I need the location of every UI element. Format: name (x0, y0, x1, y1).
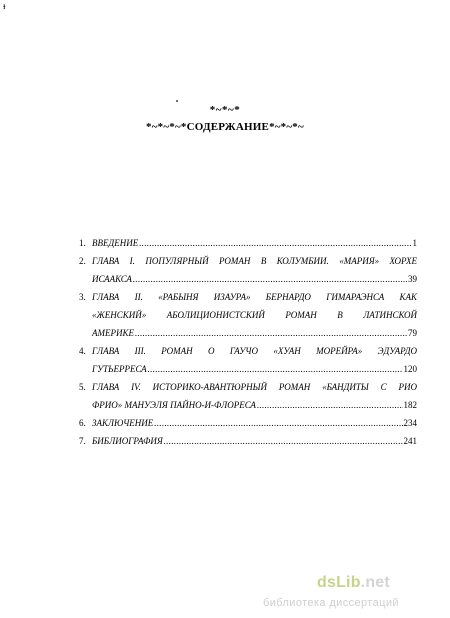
toc-entry-leader-line (92, 432, 417, 450)
toc-entry-page-number: 234 (403, 418, 417, 428)
dot-leader (154, 414, 402, 432)
watermark-logo (317, 574, 390, 592)
toc-entry-title: ИСААКСА (92, 274, 132, 284)
toc-entry (79, 432, 417, 450)
dot-leader (133, 270, 407, 288)
page-title: *~*~*~*СОДЕРЖАНИЕ*~*~*~ (146, 121, 304, 133)
toc-entry (79, 378, 417, 414)
toc-entry-number: 7. (79, 436, 86, 446)
toc-entry-body (92, 252, 417, 288)
toc-entry-leader-line (92, 360, 417, 378)
toc-entry-title: БИБЛИОГРАФИЯ (92, 436, 163, 446)
toc-entry-body (92, 234, 417, 252)
toc-entry-page-number: 182 (403, 400, 417, 410)
toc-entry-number: 3. (79, 292, 86, 302)
corner-mark: ᵻ (3, 1, 6, 11)
watermark-logo-text: dsLib.net (317, 574, 390, 591)
toc-entry-body (92, 342, 417, 378)
toc-entry (79, 414, 417, 432)
dot-leader (148, 360, 403, 378)
toc-entry-number: 4. (79, 346, 86, 356)
toc-entry-leader-line (92, 270, 417, 288)
toc-entry-title-line: ГЛАВА I. ПОПУЛЯРНЫЙ РОМАН В КОЛУМБИИ. «МАРИЯ» ХОРХЕ (92, 256, 417, 266)
toc-entry-page-number: 120 (403, 364, 417, 374)
toc-entry-title: ЗАКЛЮЧЕНИЕ (92, 418, 154, 428)
toc-entry-title: ФРИО» МАНУЭЛЯ ПАЙНО-И-ФЛОРЕСА (92, 400, 256, 410)
toc-entry-title-line: ГЛАВА II. «РАБЫНЯ ИЗАУРА» БЕРНАРДО ГИМАРАЭНСА КАК (92, 292, 417, 302)
toc-entry-body (92, 378, 417, 414)
toc-entry-page-number: 39 (408, 274, 417, 284)
heading-ornament: *~*~* (209, 104, 241, 116)
toc-entry-page-number: 79 (408, 328, 417, 338)
toc-entry (79, 342, 417, 378)
toc-entry-number: 1. (79, 238, 86, 248)
toc-entry-number: 2. (79, 256, 86, 266)
toc-entry-body (92, 288, 417, 342)
toc-entry-page-number: 241 (403, 436, 417, 446)
toc-entry-body (92, 414, 417, 432)
toc-entry-title: ВВЕДЕНИЕ (92, 238, 139, 248)
dot-leader (135, 324, 407, 342)
toc-entry-page-number: 1 (412, 238, 417, 248)
toc-entry-body (92, 432, 417, 450)
toc-entry-leader-line (92, 414, 417, 432)
watermark-subtitle: библиотека диссертаций (263, 597, 399, 609)
dot-leader (257, 396, 403, 414)
table-of-contents (79, 234, 417, 450)
toc-entry-title-line: ГЛАВА III. РОМАН О ГАУЧО «ХУАН МОРЕЙРА» ЭДУАРДО (92, 346, 417, 356)
toc-entry-leader-line (92, 324, 417, 342)
toc-entry-title-line: ГЛАВА IV. ИСТОРИКО-АВАНТЮРНЫЙ РОМАН «БАНДИТЫ С РИО (92, 382, 417, 392)
toc-entry-title-line: «ЖЕНСКИЙ» АБОЛИЦИОНИСТСКИЙ РОМАН В ЛАТИНСКОЙ (92, 310, 417, 320)
toc-entry (79, 252, 417, 288)
dot-leader (164, 432, 403, 450)
toc-entry (79, 288, 417, 342)
toc-entry-number: 6. (79, 418, 86, 428)
toc-entry-title: ГУТЬЕРРЕСА (92, 364, 147, 374)
dot-leader (139, 234, 411, 252)
toc-entry-title: АМЕРИКЕ (92, 328, 134, 338)
toc-entry (79, 234, 417, 252)
toc-entry-leader-line (92, 396, 417, 414)
scan-speck (176, 100, 178, 102)
toc-entry-number: 5. (79, 382, 86, 392)
toc-entry-leader-line (92, 234, 417, 252)
